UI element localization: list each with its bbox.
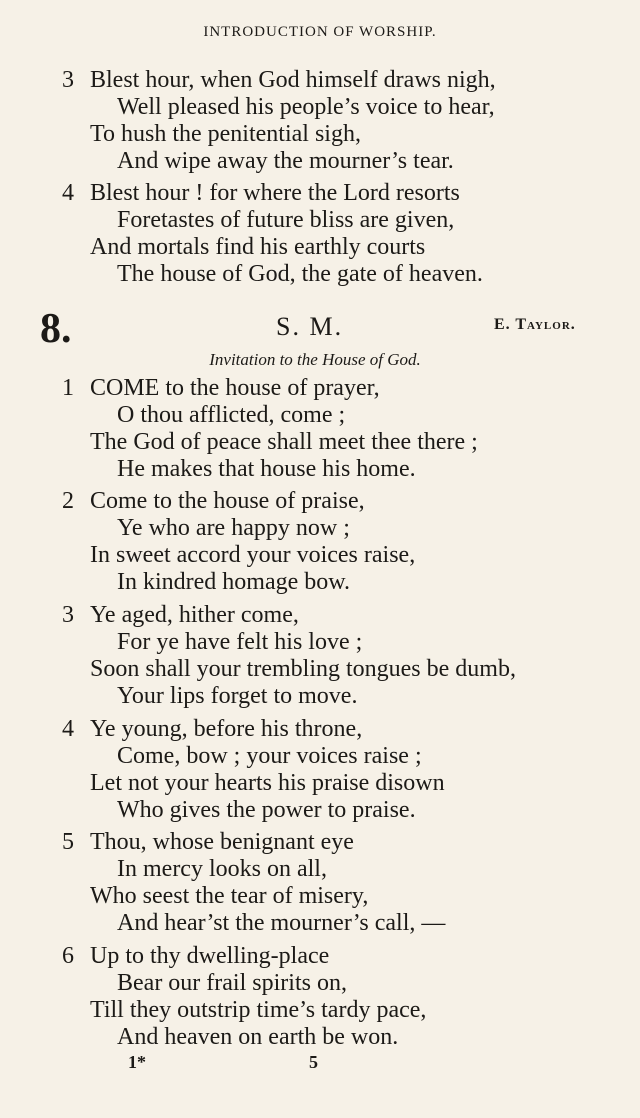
hymn-meter: S. M. [276, 312, 344, 341]
verse-line: And wipe away the mourner’s tear. [117, 148, 454, 174]
hymn-title: Invitation to the House of God. [209, 350, 421, 369]
verse-line: Come, bow ; your voices raise ; [117, 743, 422, 769]
verse-line: Foretastes of future bliss are given, [117, 207, 455, 233]
verse-line: Blest hour ! for where the Lord resorts [90, 180, 460, 206]
verse-line: In sweet accord your voices raise, [90, 542, 416, 568]
signature-mark: 1* [128, 1052, 146, 1072]
verse-line: To hush the penitential sigh, [90, 121, 361, 147]
verse-line: Come to the house of praise, [90, 488, 365, 514]
verse-line: Who seest the tear of misery, [90, 883, 369, 909]
verse-line: COME to the house of prayer, [90, 375, 380, 401]
verse-line: Blest hour, when God himself draws nigh, [90, 67, 496, 93]
stanza-number: 2 [62, 488, 74, 514]
verse-line: And hear’st the mourner’s call, — [117, 910, 446, 936]
verse-line: O thou afflicted, come ; [117, 402, 346, 428]
verse-line: Ye young, before his throne, [90, 716, 363, 742]
stanza-number: 1 [62, 375, 74, 401]
stanza-number: 3 [62, 602, 74, 628]
verse-line: Well pleased his people’s voice to hear, [117, 94, 495, 120]
verse-line: Ye aged, hither come, [90, 602, 299, 628]
verse-line: Till they outstrip time’s tardy pace, [90, 997, 427, 1023]
verse-line: Soon shall your trembling tongues be dumb, [90, 656, 516, 682]
page-number: 5 [309, 1052, 318, 1072]
stanza-number: 3 [62, 67, 74, 93]
verse-line: He makes that house his home. [117, 456, 416, 482]
verse-line: The house of God, the gate of heaven. [117, 261, 483, 287]
verse-line: And heaven on earth be won. [117, 1024, 399, 1050]
verse-line: In kindred homage bow. [117, 569, 351, 595]
stanza-number: 4 [62, 716, 74, 742]
hymn-number: 8. [40, 306, 72, 352]
verse-line: Let not your hearts his praise disown [90, 770, 445, 796]
hymn-author: E. Taylor. [494, 316, 576, 333]
verse-line: For ye have felt his love ; [117, 629, 363, 655]
running-head: INTRODUCTION OF WORSHIP. [203, 24, 437, 40]
verse-line: Ye who are happy now ; [117, 515, 350, 541]
verse-line: The God of peace shall meet thee there ; [90, 429, 478, 455]
stanza-number: 4 [62, 180, 74, 206]
verse-line: Who gives the power to praise. [117, 797, 416, 823]
verse-line: Your lips forget to move. [117, 683, 358, 709]
verse-line: Thou, whose benignant eye [90, 829, 354, 855]
verse-line: And mortals find his earthly courts [90, 234, 426, 260]
stanza-number: 6 [62, 943, 74, 969]
verse-line: Up to thy dwelling-place [90, 943, 330, 969]
verse-line: In mercy looks on all, [117, 856, 327, 882]
stanza-number: 5 [62, 829, 74, 855]
verse-line: Bear our frail spirits on, [117, 970, 347, 996]
